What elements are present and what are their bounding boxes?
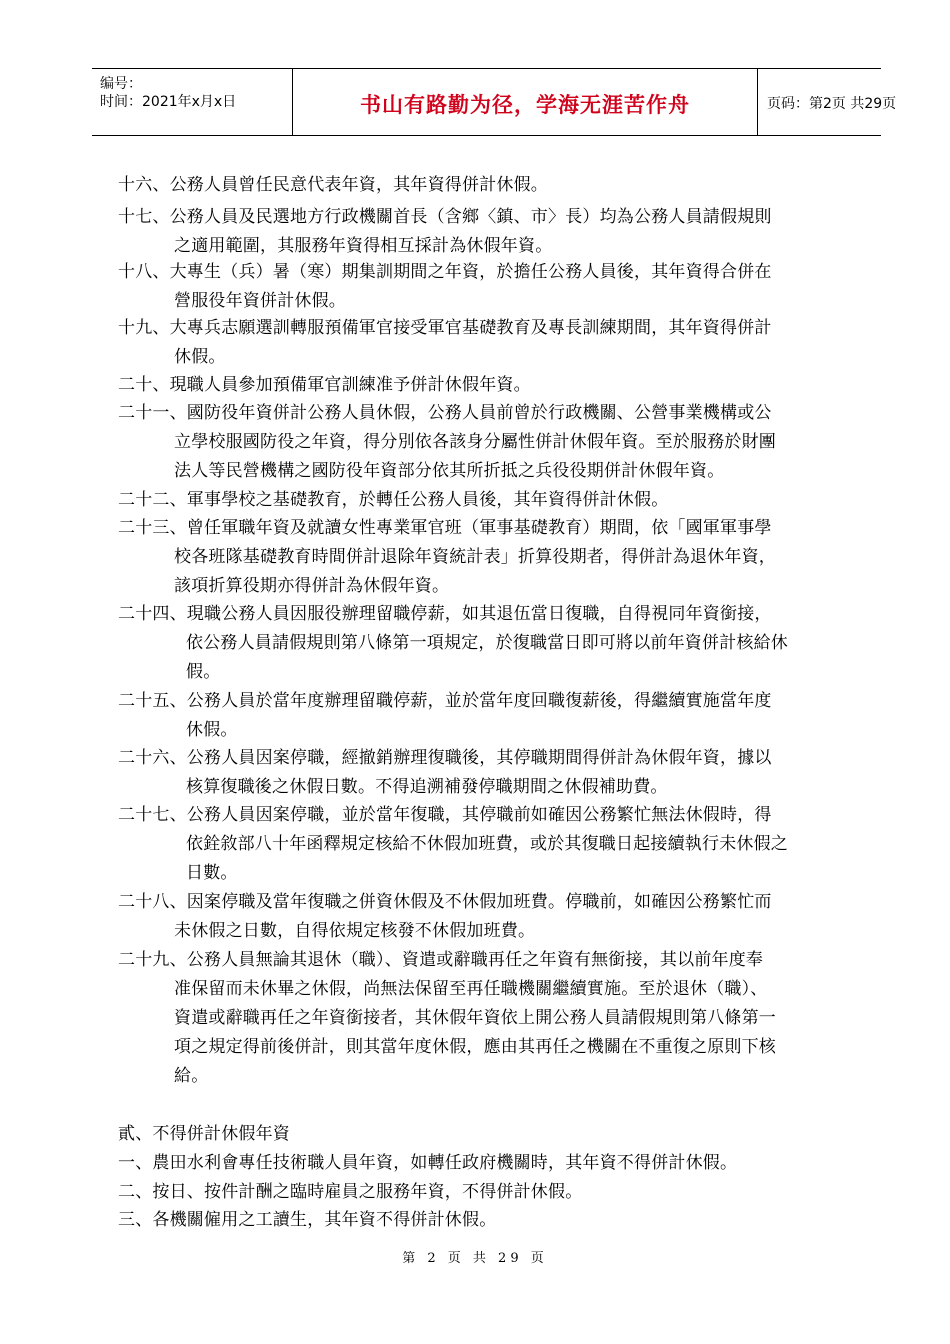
item-line: 休假。 — [186, 720, 238, 740]
page-info: 页码：第2页 共29页 — [767, 96, 897, 112]
item-line: 一、農田水利會專任技術職人員年資，如轉任政府機關時，其年資不得併計休假。 — [118, 1153, 738, 1173]
item-line: 十九、大專兵志願選訓轉服預備軍官接受軍官基礎教育及專長訓練期間，其年資得併計 — [118, 318, 772, 338]
item-line: 二十三、曾任軍職年資及就讀女性專業軍官班（軍事基礎教育）期間，依「國軍軍事學 — [118, 518, 772, 538]
section-title — [118, 1120, 290, 1149]
list-item — [118, 687, 772, 745]
item-line: 十六、公務人員曾任民意代表年資，其年資得併計休假。 — [118, 175, 548, 195]
item-line: 二十五、公務人員於當年度辦理留職停薪，並於當年度回職復薪後，得繼續實施當年度 — [118, 691, 772, 711]
item-line: 該項折算役期亦得併計為休假年資。 — [174, 576, 450, 596]
item-line: 營服役年資併計休假。 — [174, 291, 346, 311]
list-item — [118, 203, 772, 261]
list-item — [118, 486, 668, 515]
item-line: 休假。 — [174, 347, 226, 367]
item-line: 法人等民營機構之國防役年資部分依其所折抵之兵役役期併計休假年資。 — [174, 461, 725, 481]
item-line: 假。 — [186, 662, 221, 682]
item-line: 日數。 — [186, 863, 238, 883]
page-footer: 第 2 页 共 29 页 — [402, 1251, 548, 1266]
item-line: 二十八、因案停職及當年復職之併資休假及不休假加班費。停職前，如確因公務繁忙而 — [118, 892, 772, 912]
item-line: 二十四、現職公務人員因服役辦理留職停薪，如其退伍當日復職，自得視同年資銜接， — [118, 604, 772, 624]
list-item — [118, 258, 772, 316]
list-item — [118, 600, 788, 687]
item-line: 二、按日、按件計酬之臨時雇員之服務年資，不得併計休假。 — [118, 1182, 583, 1202]
list-item — [118, 1206, 496, 1235]
item-line: 給。 — [174, 1066, 209, 1086]
item-line: 二十七、公務人員因案停職，並於當年復職，其停職前如確因公務繁忙無法休假時，得 — [118, 805, 772, 825]
list-item — [118, 514, 776, 601]
list-item — [118, 399, 776, 486]
list-item — [118, 371, 531, 400]
list-item — [118, 1178, 582, 1207]
item-line: 依公務人員請假規則第八條第一項規定，於復職當日即可將以前年資併計核給休 — [186, 633, 788, 653]
list-item — [118, 744, 772, 802]
item-line: 准保留而未休畢之休假，尚無法保留至再任職機關繼續實施。至於退休（職）、 — [174, 979, 768, 999]
list-item — [118, 314, 772, 372]
motto-text: 书山有路勤为径，学海无涯苦作舟 — [360, 92, 690, 117]
doc-time-label: 时间：2021年x月x日 — [100, 94, 237, 110]
item-line: 十七、公務人員及民選地方行政機關首長（含鄉〈鎮、市〉長）均為公務人員請假規則 — [118, 207, 772, 227]
item-line: 核算復職後之休假日數。不得追溯補發停職期間之休假補助費。 — [186, 777, 668, 797]
item-line: 未休假之日數，自得依規定核發不休假加班費。 — [174, 921, 536, 941]
item-line: 二十一、國防役年資併計公務人員休假，公務人員前曾於行政機關、公營事業機構或公 — [118, 403, 772, 423]
list-item — [118, 801, 788, 888]
section-heading: 貳、不得併計休假年資 — [118, 1124, 290, 1144]
list-item — [118, 171, 548, 200]
item-line: 三、各機關僱用之工讀生，其年資不得併計休假。 — [118, 1210, 497, 1230]
item-line: 二十、現職人員參加預備軍官訓練准予併計休假年資。 — [118, 375, 531, 395]
item-line: 二十二、軍事學校之基礎教育，於轉任公務人員後，其年資得併計休假。 — [118, 490, 669, 510]
item-line: 校各班隊基礎教育時間併計退除年資統計表」折算役期者，得併計為退休年資， — [174, 547, 776, 567]
doc-number-label: 编号： — [100, 76, 142, 92]
item-line: 資遣或辭職再任之年資銜接者，其休假年資依上開公務人員請假規則第八條第一 — [174, 1008, 776, 1028]
item-line: 項之規定得前後併計，則其當年度休假，應由其再任之機關在不重復之原則下核 — [174, 1037, 776, 1057]
item-line: 依銓敘部八十年函釋規定核給不休假加班費，或於其復職日起接續執行未休假之 — [186, 834, 788, 854]
item-line: 二十九、公務人員無論其退休（職）、資遣或辭職再任之年資有無銜接，其以前年度奉 — [118, 950, 764, 970]
list-item — [118, 888, 772, 946]
list-item — [118, 946, 776, 1091]
item-line: 十八、大專生（兵）暑（寒）期集訓期間之年資，於擔任公務人員後，其年資得合併在 — [118, 262, 772, 282]
item-line: 之適用範圍，其服務年資得相互採計為休假年資。 — [174, 236, 553, 256]
item-line: 二十六、公務人員因案停職，經撤銷辦理復職後，其停職期間得併計為休假年資，據以 — [118, 748, 772, 768]
item-line: 立學校服國防役之年資，得分別依各該身分屬性併計休假年資。至於服務於財團 — [174, 432, 776, 452]
list-item — [118, 1149, 737, 1178]
